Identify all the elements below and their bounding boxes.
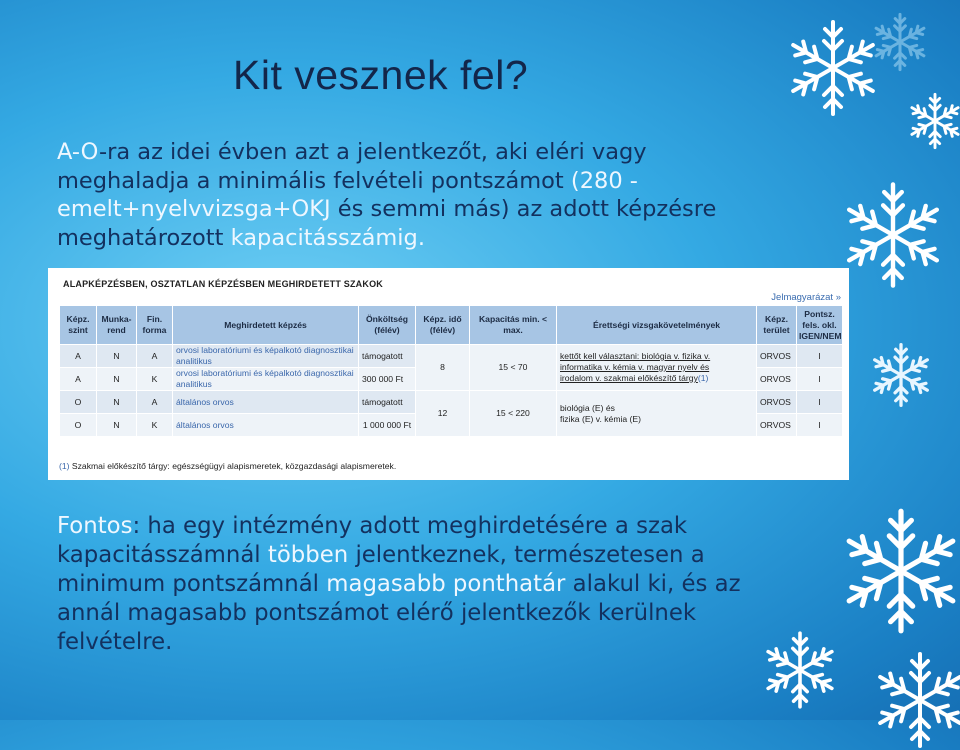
cell-rend: N [97,368,137,391]
cell-ido: 12 [416,391,470,437]
footnote-mark: (1) [59,461,70,471]
cell-terulet: ORVOS [757,368,797,391]
important-paragraph [57,512,757,657]
col-header: Érettségi vizsgakövetelmények [557,306,757,345]
col-header: Pontsz. fels. okl. IGEN/NEM [797,306,843,345]
cell-rend: N [97,414,137,437]
intro-paragraph [57,138,777,252]
more-highlight: többen [267,542,349,568]
table-header-row [60,306,843,345]
slide-title: Kit vesznek fel? [233,52,529,98]
snowflake-icon [870,650,960,750]
req-line: kettőt kell választani: biológia v. fizika v. [560,351,711,361]
intro-text-a: -ra az idei évben azt a jelentkezőt, aki eléri vagy meghaladja a minimális felvételi pontszámot [57,139,647,194]
program-link[interactable]: általános orvos [173,391,359,414]
cell-forma: K [137,368,173,391]
cell-koltseg: támogatott [359,345,416,368]
snowflake-icon [760,630,840,710]
col-header: Önköltség (félév) [359,306,416,345]
req-line: biológia (E) és [560,402,615,413]
cell-pont: I [797,414,843,437]
important-text-c: alakul ki, és az annál magasabb pontszámot elérő jelentkezők kerülnek felvételre. [57,571,741,655]
program-link[interactable]: orvosi laboratóriumi és képalkotó diagnosztikai analitikus [173,345,359,368]
cell-erettsegi [557,391,757,437]
col-header: Képz. idő (félév) [416,306,470,345]
formula-text: (280 - emelt+nyelvvizsga+OKJ [57,167,638,222]
cell-forma: A [137,345,173,368]
snowflake-icon [838,180,948,290]
cell-koltseg: támogatott [359,391,416,414]
cell-kapacitas: 15 < 70 [470,345,557,391]
col-header: Kapacitás min. < max. [470,306,557,345]
legend-link[interactable]: Jelmagyarázat » [771,292,841,303]
snowflake-icon [783,18,883,118]
footnote-ref[interactable]: (1) [697,373,709,383]
col-header: Meghirdetett képzés [173,306,359,345]
important-text-b: jelentkeznek, természetesen a minimum pontszámnál [57,542,705,597]
col-header: Fin. forma [137,306,173,345]
table-row [60,345,843,368]
table-row [60,391,843,414]
table-footnote [59,461,396,471]
cell-terulet: ORVOS [757,345,797,368]
req-line: irodalom v. szakmai előkészítő tárgy [560,373,698,383]
col-header: Munka-rend [97,306,137,345]
cell-kapacitas: 15 < 220 [470,391,557,437]
cell-forma: A [137,391,173,414]
col-header: Képz. terület [757,306,797,345]
intro-text-b: és semmi más) az adott képzésre meghatározott [57,196,717,251]
important-label: Fontos [57,513,133,539]
panel-title: ALAPKÉPZÉSBEN, OSZTATLAN KÉPZÉSBEN MEGHIRDETETT SZAKOK [63,279,383,289]
col-header: Képz. szint [60,306,97,345]
cell-szint: O [60,391,97,414]
cell-terulet: ORVOS [757,414,797,437]
cell-szint: A [60,345,97,368]
footnote-text: Szakmai előkészítő tárgy: egészségügyi alapismeretek, közgazdasági alapismeretek. [69,461,397,471]
cell-pont: I [797,345,843,368]
program-link[interactable]: általános orvos [173,414,359,437]
program-link[interactable]: orvosi laboratóriumi és képalkotó diagnosztikai analitikus [173,368,359,391]
cell-terulet: ORVOS [757,391,797,414]
cell-szint: A [60,368,97,391]
cell-ido: 8 [416,345,470,391]
cell-forma: K [137,414,173,437]
ao-label: A-O [57,139,99,165]
higher-threshold-highlight: magasabb ponthatár [326,571,566,597]
capacity-highlight: kapacitásszámig. [230,224,425,251]
cell-rend: N [97,391,137,414]
cell-pont: I [797,391,843,414]
programs-table [59,305,843,437]
snowflake-icon [870,12,930,72]
snowflake-icon [836,506,960,636]
snowflake-icon [868,342,934,408]
req-line: fizika (E) v. kémia (E) [560,413,642,424]
cell-erettsegi [557,345,757,391]
cell-pont: I [797,368,843,391]
cell-szint: O [60,414,97,437]
admission-table-screenshot [48,268,849,480]
important-text-a: : ha egy intézmény adott meghirdetésére a szak kapacitásszámnál [57,513,688,568]
cell-koltseg: 1 000 000 Ft [359,414,416,437]
snowflake-icon [906,92,960,150]
cell-koltseg: 300 000 Ft [359,368,416,391]
req-line: informatika v. kémia v. magyar nyelv és [560,362,710,372]
cell-rend: N [97,345,137,368]
